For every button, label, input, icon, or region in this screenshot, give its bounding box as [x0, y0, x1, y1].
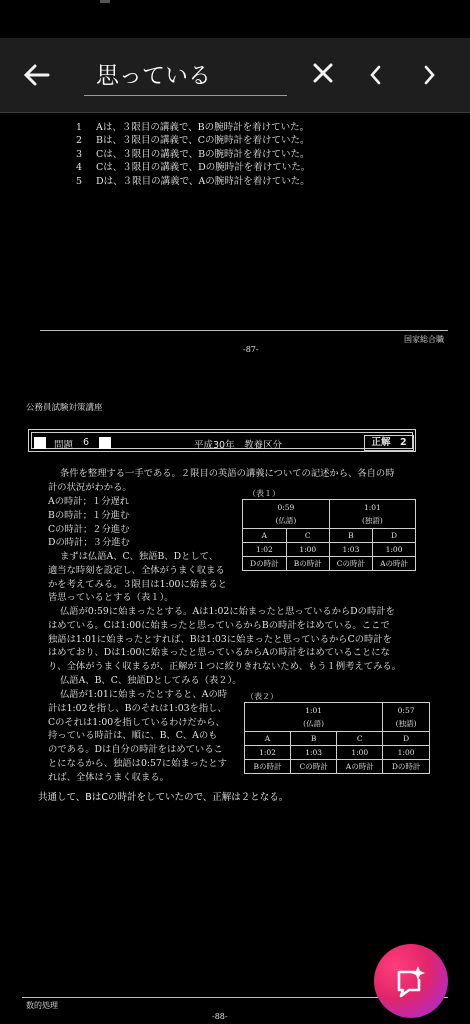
- choice-item: 4 Cは、３限目の講義で、Dの腕時計を着けていた。: [76, 162, 311, 174]
- table1: [242, 499, 416, 571]
- table2-cell: D: [383, 732, 430, 746]
- table2-cell: Cの時計: [290, 760, 336, 774]
- paragraph-3: 仏語が0:59に始まったとする。Aは1:02に始まったと思っているからDの時計を はめている。Cは1:00に始まったと思っているからBの時計をはめている。ここで 独語は1:01に始まったとすれば、Bは1:03に始まったと思っているからCの時計を はめており、Dは1:00に始まったと思っているからAの時計をはめていることにな り、全体がうまく収まるが、正解が１つに絞りきれないため、もう１例考えてみる。 仏語A、B、C、独語Dとしてみる（表２）。: [48, 606, 401, 686]
- close-icon[interactable]: [308, 58, 338, 88]
- table2-cell: 1:00: [337, 746, 383, 760]
- problem-header-inner: [31, 432, 413, 449]
- chat-sparkle-icon: [374, 944, 448, 1018]
- table2-cell: C: [337, 732, 383, 746]
- table2: [244, 702, 430, 774]
- chat-sparkle-button[interactable]: [374, 944, 448, 1018]
- problem-number: 6: [83, 437, 90, 448]
- status-strip: [0, 0, 470, 38]
- chevron-right-icon[interactable]: [418, 62, 440, 88]
- choice-item: 2 Bは、３限目の講義で、Cの腕時計を着けていた。: [76, 135, 310, 147]
- clock-states: Aの時計；１分遅れ Bの時計；１分進む Cの時計；２分進む Dの時計；３分進む: [48, 496, 130, 549]
- table2-cell: Bの時計: [245, 760, 291, 774]
- table2-cell: B: [290, 732, 336, 746]
- paragraph-2: まずは仏語A、C、独語B、Dとして、 適当な時刻を設定し、全体がうまく収まる かを考えてみる。３限目は1:00に始まると 皆思っているとする（表１）。: [48, 551, 227, 604]
- table2-caption: （表２）: [246, 692, 278, 701]
- chevron-left-icon[interactable]: [364, 62, 386, 88]
- table1-group-1: 0:59 (仏語): [243, 500, 330, 529]
- table1-cell: 1:00: [373, 543, 416, 557]
- paragraph-4: 仏語が1:01に始まったとすると、Aの時 計は1:02を指し、Bのそれは1:03を指し、 Cのそれは1:00を指しているわけだから、 持っている時計は、順に、B、C、Aのも のである。Dは自分の時計をはめているこ とになるから、独語は0:57に始まったとす れば、全体はうまく収まる。: [48, 689, 228, 783]
- square-mark: [34, 437, 46, 449]
- page-footer-left: 数的処理: [26, 1001, 58, 1010]
- choice-item: 3 Cは、３限目の講義で、Bの腕時計を着けていた。: [76, 148, 310, 160]
- table1-cell: 1:00: [286, 543, 329, 557]
- table2-cell: A: [245, 732, 291, 746]
- table1-cell: 1:03: [329, 543, 372, 557]
- page-number: -87-: [243, 345, 259, 354]
- table1-cell: C: [286, 529, 329, 543]
- table1-cell: Dの時計: [243, 557, 287, 571]
- choice-item: 5 Dは、３限目の講義で、Aの腕時計を着けていた。: [76, 175, 310, 187]
- page-number: -88-: [212, 1012, 228, 1021]
- search-input[interactable]: [84, 52, 287, 96]
- table2-group-2: 0:57 (独語): [383, 703, 430, 732]
- table1-caption: （表１）: [248, 489, 280, 498]
- choice-item: 1 Aは、３限目の講義で、Bの腕時計を着けていた。: [76, 122, 310, 133]
- page-header-left: 公務員試験対策講座: [26, 403, 103, 413]
- table2-cell: Dの時計: [383, 760, 430, 774]
- table1-cell: Bの時計: [286, 557, 329, 571]
- page-footer-right: 国家総合職: [404, 335, 444, 344]
- square-mark: [99, 437, 111, 449]
- table1-cell: B: [329, 529, 372, 543]
- problem-header: [28, 429, 416, 452]
- arrow-left-icon[interactable]: [20, 58, 54, 92]
- table2-cell: Aの時計: [337, 760, 383, 774]
- table1-cell: Aの時計: [373, 557, 416, 571]
- table1-group-2: 1:01 (独語): [329, 500, 415, 529]
- answer-badge: 正解 2: [364, 435, 414, 451]
- table1-cell: Cの時計: [329, 557, 372, 571]
- paragraph-1: 条件を整理する一手である。２限目の英語の講義についての記述から、各自の時 計の状況がわかる。: [48, 468, 395, 493]
- table1-cell: D: [373, 529, 416, 543]
- table1-cell: A: [243, 529, 287, 543]
- page-rule: [40, 330, 448, 331]
- table1-cell: 1:02: [243, 543, 287, 557]
- conclusion-text: 共通して、BはCの時計をしていたので、正解は２となる。: [38, 792, 289, 803]
- table2-cell: 1:03: [290, 746, 336, 760]
- search-bar: [0, 38, 470, 113]
- table2-cell: 1:02: [245, 746, 291, 760]
- status-mark: [100, 0, 110, 3]
- problem-label: 問題: [54, 440, 74, 451]
- choices-list: [76, 121, 310, 188]
- table2-group-1: 1:01 (仏語): [245, 703, 383, 732]
- table2-cell: 1:00: [383, 746, 430, 760]
- exam-label: 平成30年 教養区分: [194, 440, 283, 451]
